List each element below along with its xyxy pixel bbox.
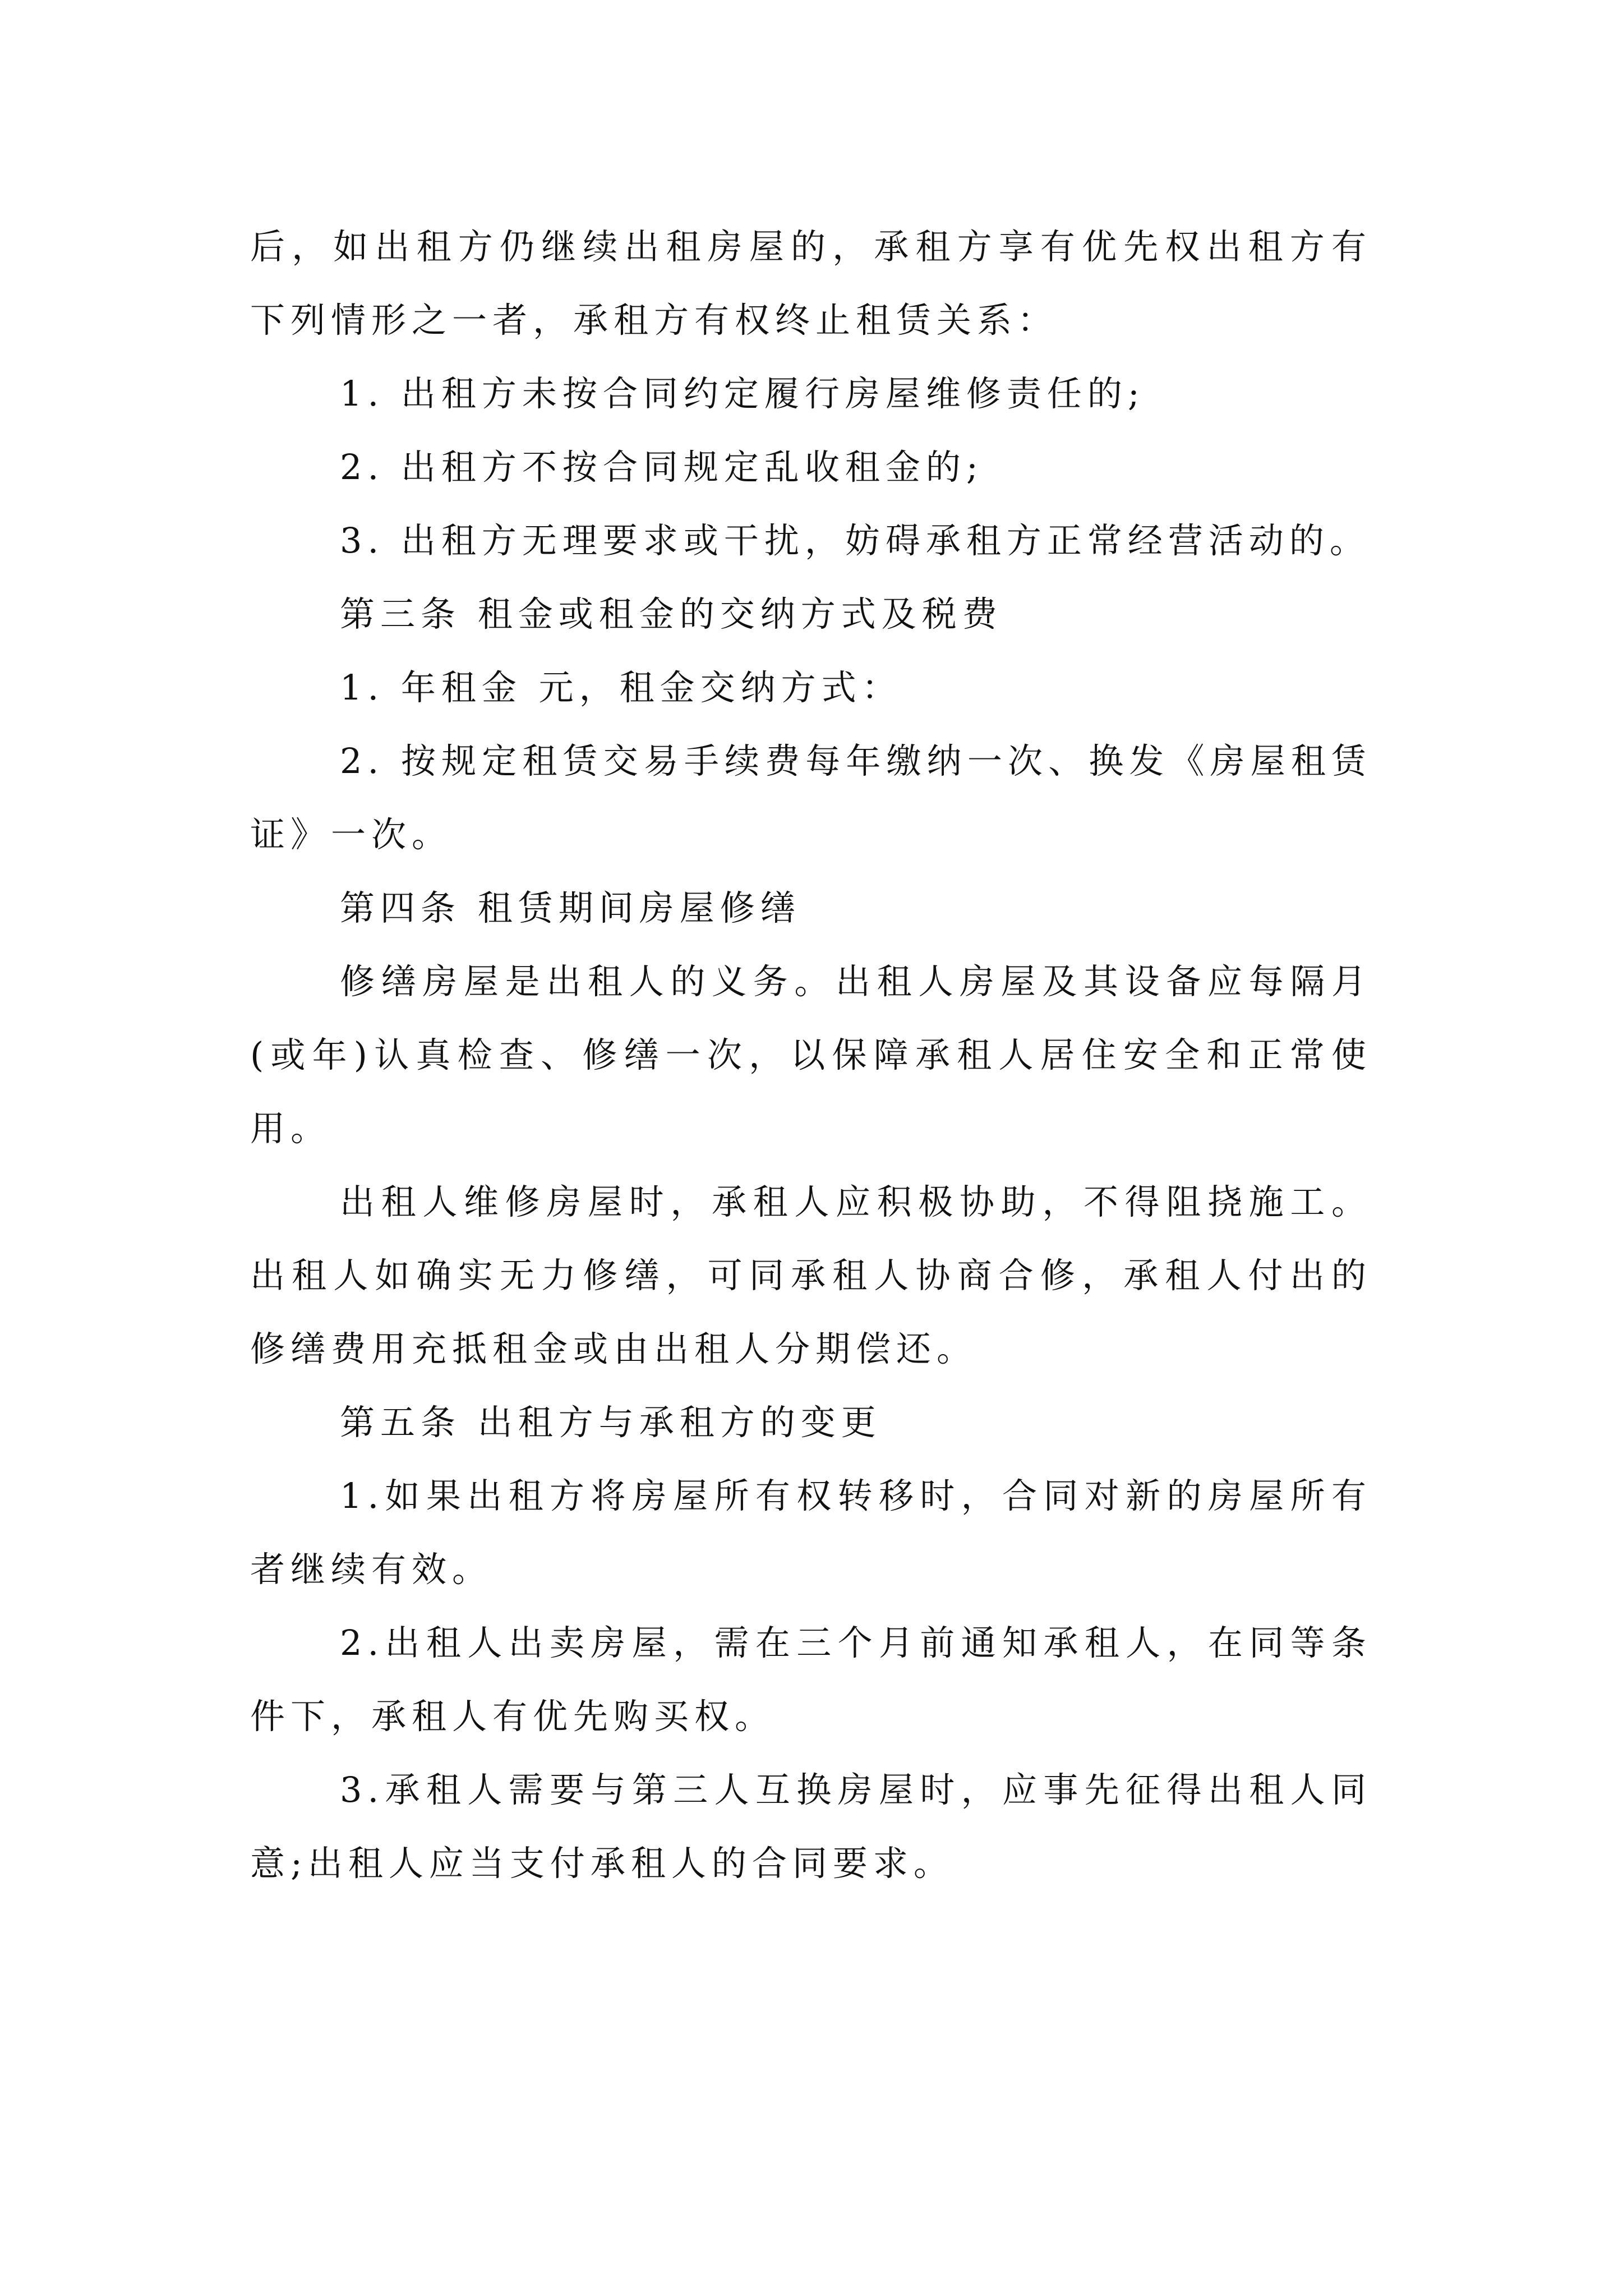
section-heading: 第三条 租金或租金的交纳方式及税费 [340,593,1003,634]
list-item: 3.承租人需要与第三人互换房屋时，应事先征得出租人同意;出租人应当支付承租人的合同要求。 [250,1769,1372,1884]
document-body [250,210,1372,1900]
list-item: 2. 出租方不按合同规定乱收租金的; [340,447,984,487]
paragraph-continuation: 后，如出租方仍继续出租房屋的，承租方享有优先权出租方有下列情形之一者，承租方有权终止租赁关系： [250,226,1372,341]
list-item: 1.如果出租方将房屋所有权转移时，合同对新的房屋所有者继续有效。 [250,1475,1372,1590]
list-item: 1. 年租金 元，租金交纳方式： [340,667,902,708]
paragraph: 修缮房屋是出租人的义务。出租人房屋及其设备应每隔月(或年)认真检查、修缮一次，以保障承租人居住安全和正常使用。 [250,961,1372,1149]
section-heading: 第五条 出租方与承租方的变更 [340,1402,882,1443]
list-item: 1. 出租方未按合同约定履行房屋维修责任的; [340,373,1145,414]
list-item: 2. 按规定租赁交易手续费每年缴纳一次、换发《房屋租赁证》一次。 [250,740,1372,855]
section-heading: 第四条 租赁期间房屋修缮 [340,887,801,928]
paragraph: 出租人维修房屋时，承租人应积极协助，不得阻挠施工。出租人如确实无力修缮，可同承租人协商合修，承租人付出的修缮费用充抵租金或由出租人分期偿还。 [250,1181,1372,1369]
list-item: 3. 出租方无理要求或干扰，妨碍承租方正常经营活动的。 [340,520,1370,561]
list-item: 2.出租人出卖房屋，需在三个月前通知承租人，在同等条件下，承租人有优先购买权。 [250,1622,1372,1737]
